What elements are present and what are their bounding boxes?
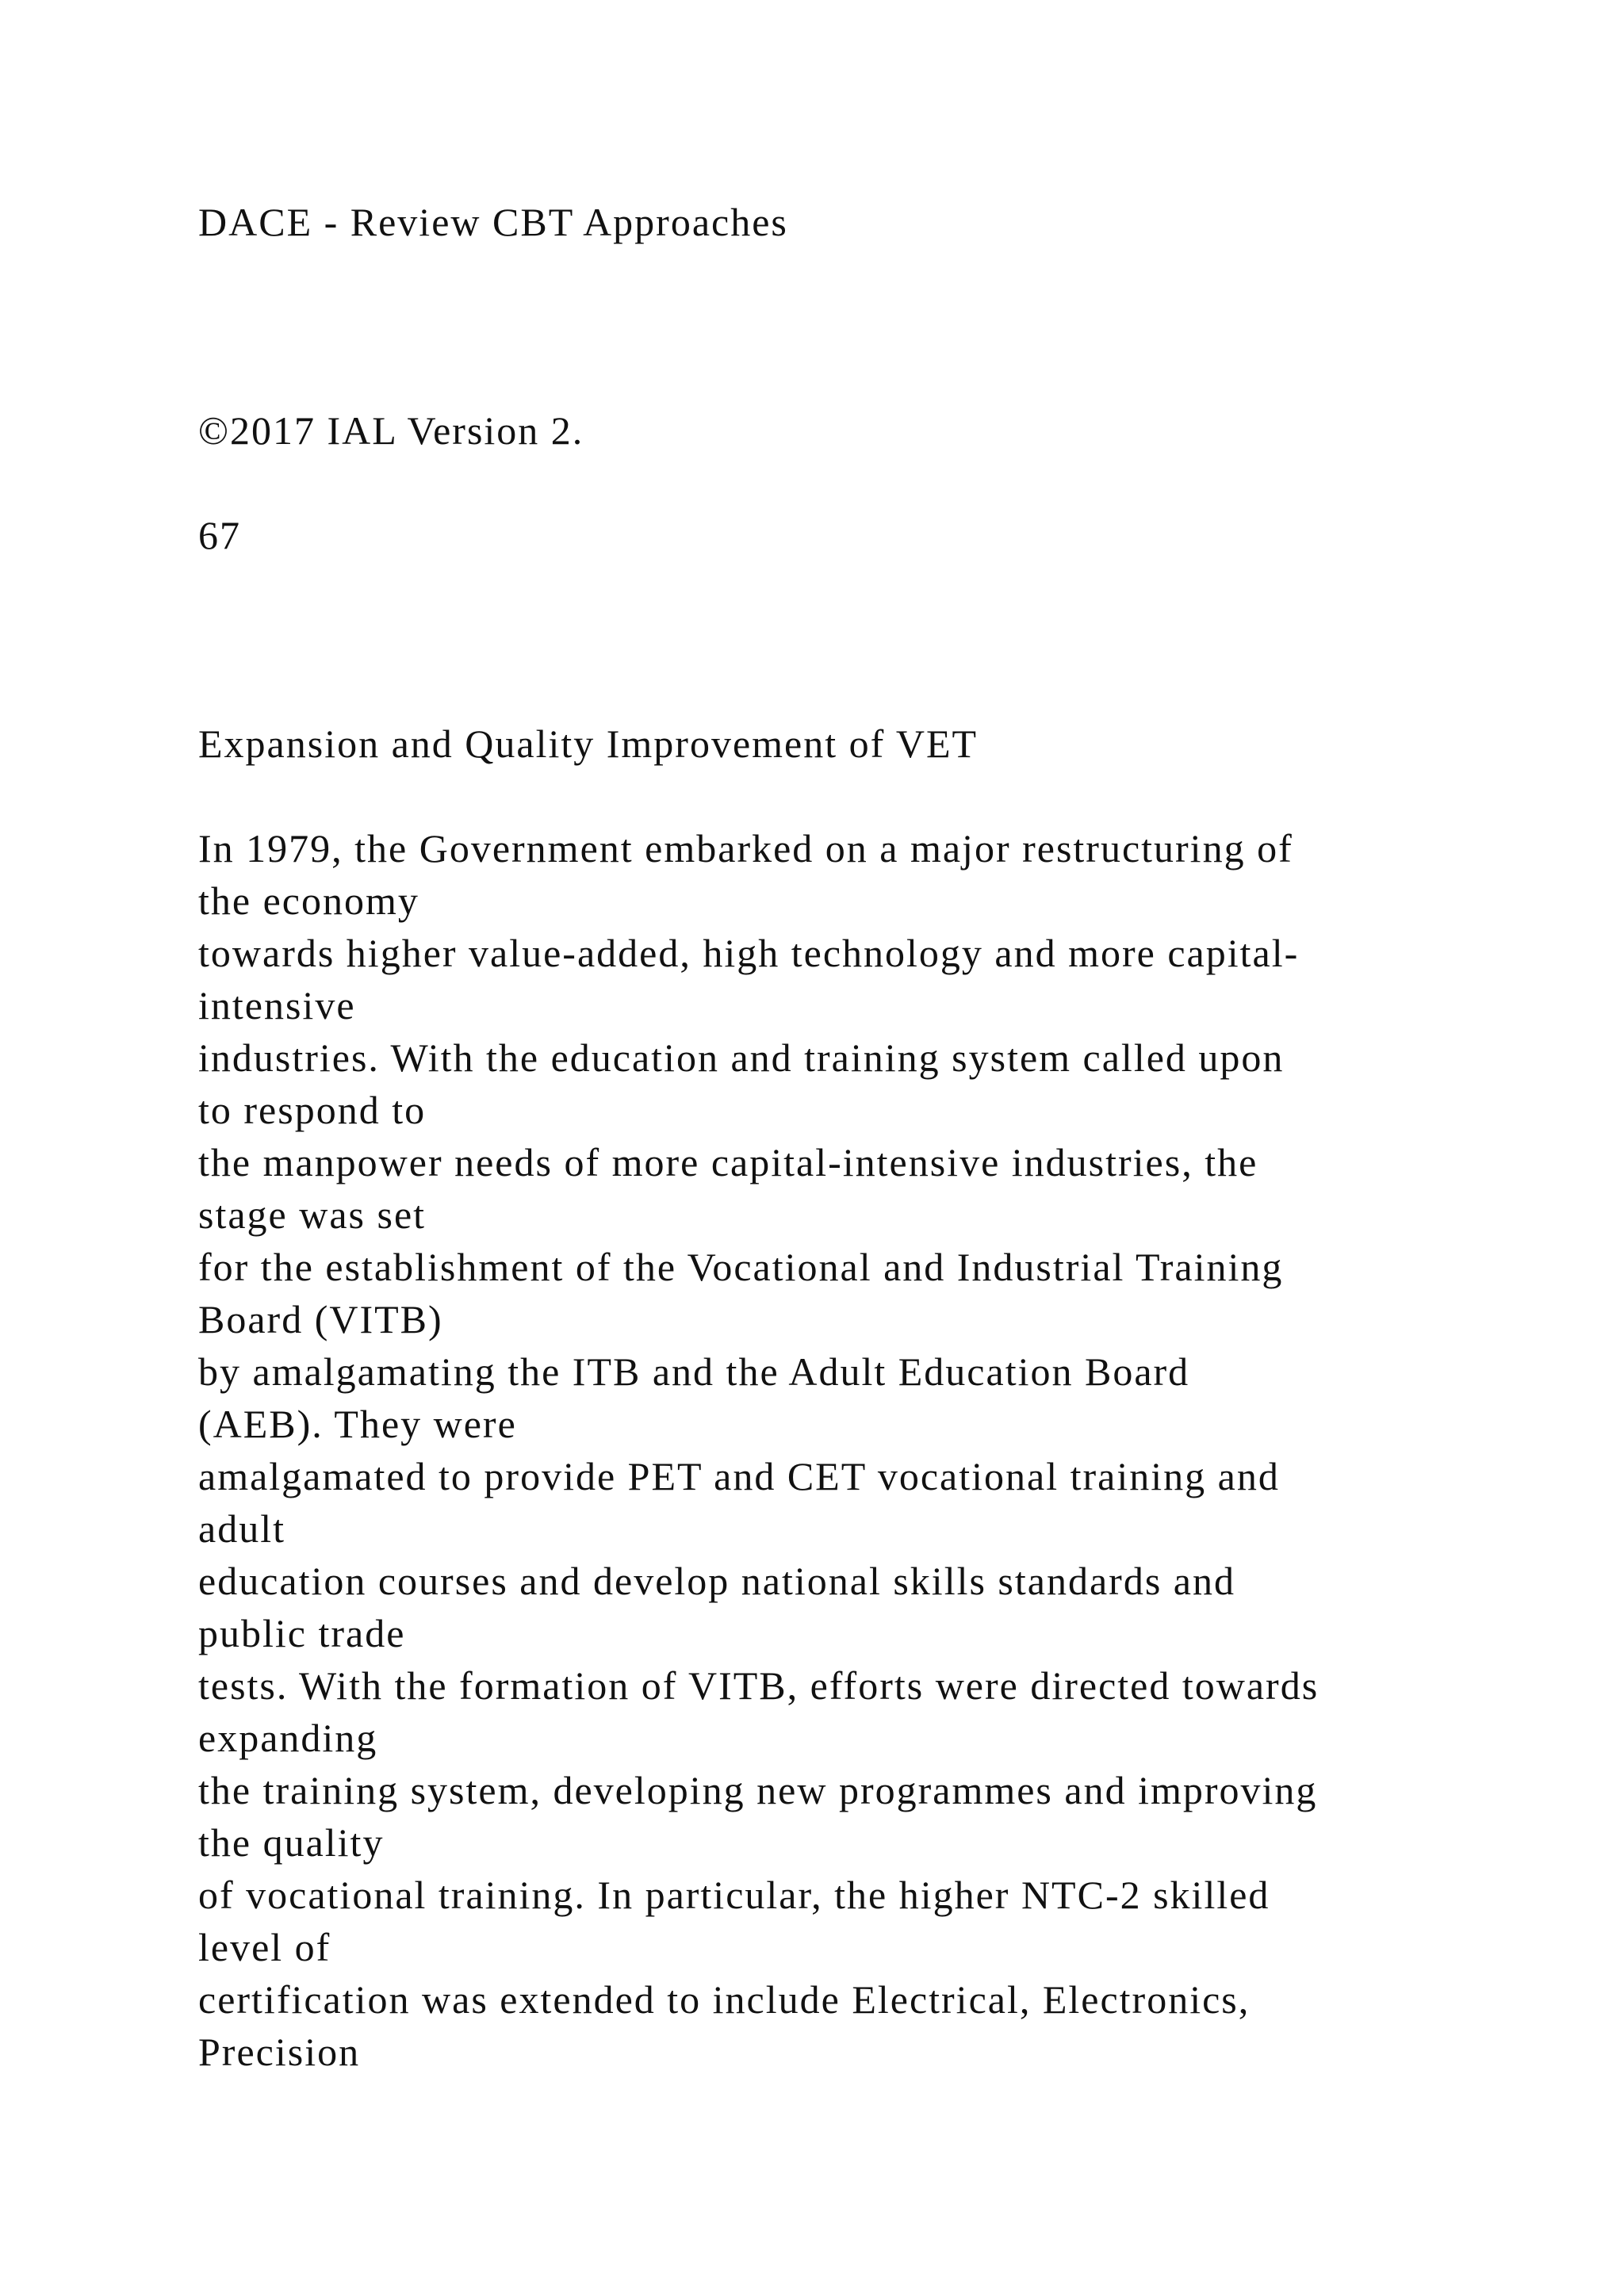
body-line: In 1979, the Government embarked on a major restructuring of [198, 826, 1293, 871]
body-line: towards higher value-added, high technology and more capital- [198, 931, 1300, 975]
body-line: the economy [198, 878, 419, 923]
body-line: Precision [198, 2030, 361, 2074]
body-line: public trade [198, 1611, 406, 1655]
body-line: by amalgamating the ITB and the Adult Education Board [198, 1349, 1190, 1394]
body-line: certification was extended to include Electrical, Electronics, [198, 1977, 1251, 2022]
body-line: Board (VITB) [198, 1297, 443, 1341]
body-line: stage was set [198, 1192, 427, 1237]
body-line: tests. With the formation of VITB, efforts were directed towards [198, 1663, 1320, 1708]
body-line: (AEB). They were [198, 1402, 517, 1446]
body-line: industries. With the education and training system called upon [198, 1035, 1285, 1080]
body-line: the training system, developing new programmes and improving [198, 1768, 1318, 1812]
body-line: intensive [198, 983, 356, 1027]
page-number: 67 [198, 513, 241, 557]
body-line: amalgamated to provide PET and CET vocational training and [198, 1454, 1280, 1498]
body-line: education courses and develop national skills standards and [198, 1559, 1235, 1603]
body-line: of vocational training. In particular, the higher NTC-2 skilled [198, 1873, 1270, 1917]
body-line: the manpower needs of more capital-intensive industries, the [198, 1140, 1258, 1184]
body-line: the quality [198, 1820, 385, 1865]
section-title: Expansion and Quality Improvement of VET [198, 721, 979, 766]
body-line: expanding [198, 1716, 378, 1760]
body-line: level of [198, 1925, 331, 1969]
body-line: adult [198, 1506, 285, 1551]
header-title: DACE - Review CBT Approaches [198, 200, 788, 244]
body-line: for the establishment of the Vocational and Industrial Training [198, 1245, 1284, 1289]
copyright-notice: ©2017 IAL Version 2. [198, 408, 584, 453]
body-line: to respond to [198, 1088, 427, 1132]
